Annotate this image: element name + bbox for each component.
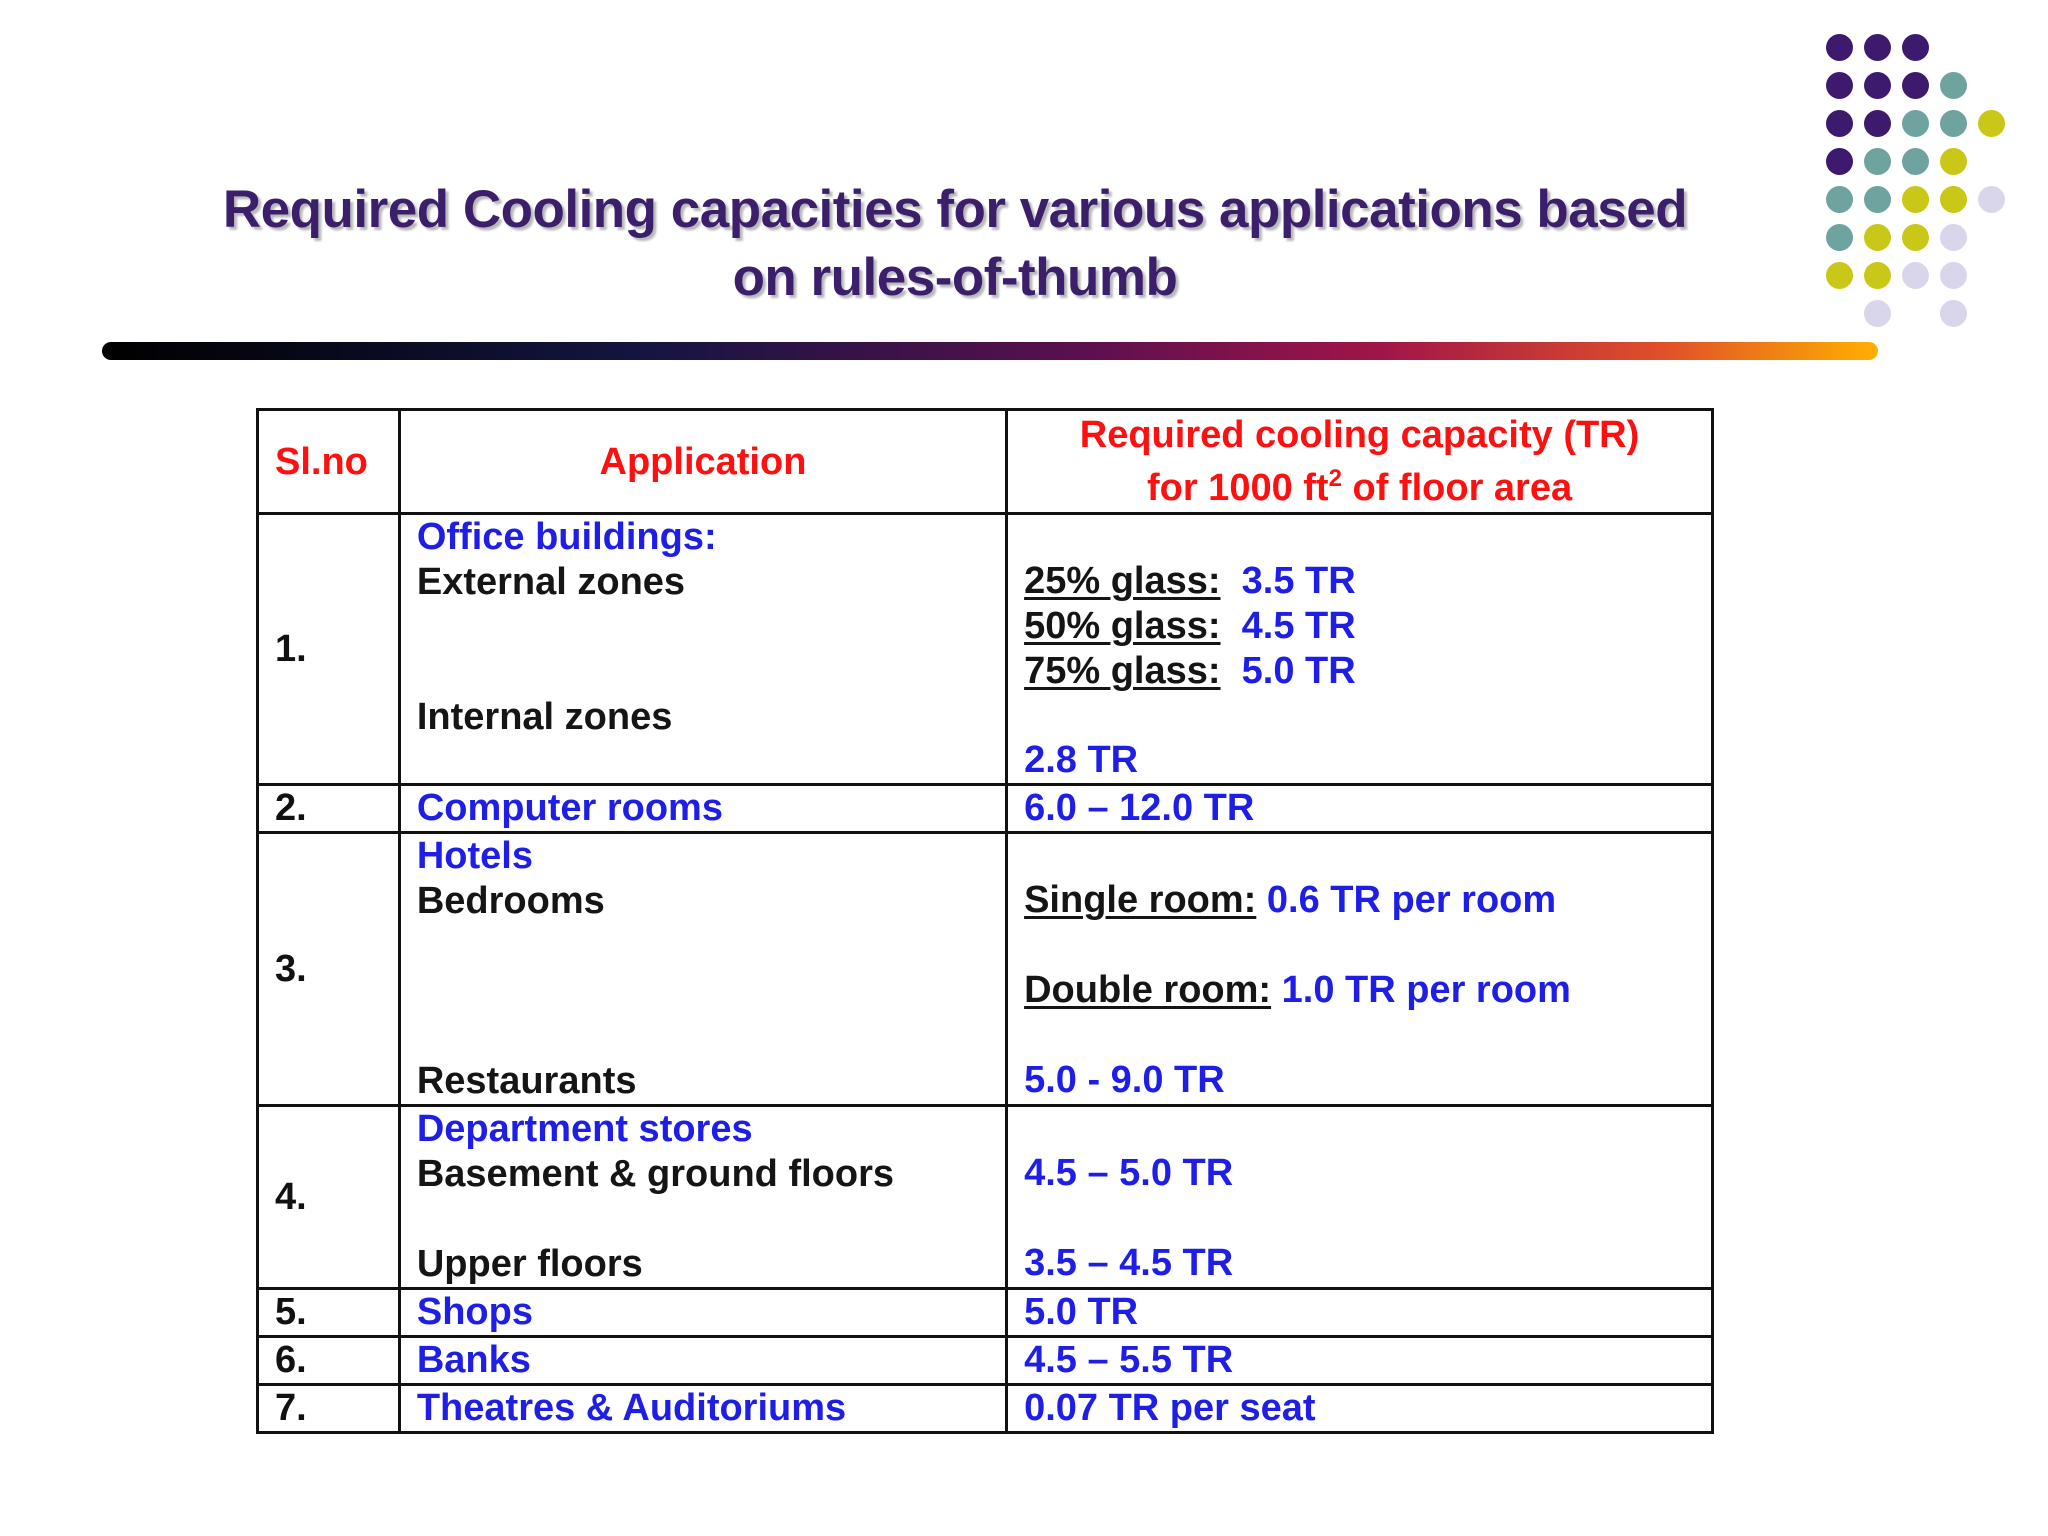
capacity-value: 4.5 TR <box>1241 605 1356 647</box>
decorative-dot <box>1826 262 1853 289</box>
row-slno: 6. <box>258 1337 400 1385</box>
capacity-label: Double room: <box>1024 969 1272 1011</box>
capacity-label: 50% glass: <box>1024 605 1221 647</box>
row-category: Banks <box>399 1337 1006 1385</box>
decorative-dot <box>1940 110 1967 137</box>
decorative-dot <box>1864 300 1891 327</box>
decorative-dot <box>1940 224 1967 251</box>
row-application <box>399 514 1006 785</box>
table-row <box>258 785 1713 833</box>
capacity-entry <box>1024 649 1695 694</box>
decorative-dot <box>1940 300 1967 327</box>
header-capacity-line-2 <box>1024 457 1695 510</box>
decorative-dot <box>1902 34 1929 61</box>
header-capacity <box>1007 410 1713 514</box>
decorative-dot <box>1826 186 1853 213</box>
row-slno: 1. <box>258 514 400 785</box>
row-category: Computer rooms <box>399 785 1006 833</box>
capacity-label: 25% glass: <box>1024 560 1221 602</box>
table-row <box>258 833 1713 1106</box>
cooling-capacity-table <box>256 408 1714 1434</box>
table-row <box>258 1289 1713 1337</box>
row-slno: 4. <box>258 1106 400 1289</box>
decorative-dot <box>1826 34 1853 61</box>
decorative-dot <box>1902 72 1929 99</box>
row-slno: 5. <box>258 1289 400 1337</box>
row-subcategory: Upper floors <box>416 1243 643 1285</box>
decorative-dot <box>1864 34 1891 61</box>
capacity-value: 5.0 TR <box>1241 650 1356 692</box>
decorative-dot <box>1902 224 1929 251</box>
capacity-value: 0.07 TR per seat <box>1007 1385 1713 1433</box>
decorative-dot <box>1864 186 1891 213</box>
row-capacity <box>1007 833 1713 1106</box>
decorative-dot <box>1978 110 2005 137</box>
decorative-dot <box>1902 186 1929 213</box>
row-category: Theatres & Auditoriums <box>399 1385 1006 1433</box>
row-category: Hotels <box>416 835 533 877</box>
header-application: Application <box>399 410 1006 514</box>
capacity-value: 3.5 – 4.5 TR <box>1024 1242 1234 1284</box>
table-row <box>258 1337 1713 1385</box>
row-subcategory: Restaurants <box>416 1060 637 1102</box>
table-row <box>258 514 1713 785</box>
header-capacity-line-2-pre: for 1000 ft <box>1146 467 1329 509</box>
decorative-dot <box>1826 224 1853 251</box>
capacity-value: 5.0 TR <box>1007 1289 1713 1337</box>
row-application <box>399 1106 1006 1289</box>
row-slno: 2. <box>258 785 400 833</box>
table-row <box>258 1385 1713 1433</box>
table-row <box>258 1106 1713 1289</box>
capacity-value: 5.0 - 9.0 TR <box>1024 1059 1225 1101</box>
header-capacity-line-2-post: of floor area <box>1341 467 1573 509</box>
capacity-entry <box>1024 559 1695 604</box>
capacity-value: 6.0 – 12.0 TR <box>1007 785 1713 833</box>
decorative-dot <box>1864 262 1891 289</box>
row-category: Department stores <box>416 1108 753 1150</box>
row-subcategory: Basement & ground floors <box>416 1153 894 1195</box>
capacity-value: 3.5 TR <box>1241 560 1356 602</box>
slide-title <box>110 176 1800 312</box>
header-slno: Sl.no <box>258 410 400 514</box>
header-capacity-line-1: Required cooling capacity (TR) <box>1079 414 1640 456</box>
header-capacity-superscript: 2 <box>1328 465 1342 492</box>
decorative-dot <box>1902 262 1929 289</box>
decorative-dot <box>1902 110 1929 137</box>
capacity-value: 0.6 TR per room <box>1266 879 1557 921</box>
capacity-value: 4.5 – 5.5 TR <box>1007 1337 1713 1385</box>
row-capacity <box>1007 514 1713 785</box>
title-gradient-rule <box>102 342 1878 360</box>
decorative-dot <box>1864 110 1891 137</box>
decorative-dot <box>1940 186 1967 213</box>
table-header-row <box>258 410 1713 514</box>
capacity-label: 75% glass: <box>1024 650 1221 692</box>
decorative-dot <box>1902 148 1929 175</box>
decorative-dot <box>1826 148 1853 175</box>
decorative-dot <box>1978 186 2005 213</box>
decorative-dot <box>1940 148 1967 175</box>
capacity-entry <box>1024 878 1695 923</box>
row-category: Office buildings: <box>416 516 717 558</box>
capacity-value: 2.8 TR <box>1024 739 1139 781</box>
capacity-label: Single room: <box>1024 879 1257 921</box>
row-slno: 3. <box>258 833 400 1106</box>
decorative-dot <box>1940 72 1967 99</box>
row-application <box>399 833 1006 1106</box>
row-capacity <box>1007 1106 1713 1289</box>
row-subcategory: Bedrooms <box>416 880 605 922</box>
slide-title-line-2: on rules-of-thumb <box>732 248 1178 307</box>
decorative-dot <box>1826 72 1853 99</box>
row-category: Shops <box>399 1289 1006 1337</box>
slide-title-line-1: Required Cooling capacities for various applications based <box>222 180 1688 239</box>
decorative-dot <box>1940 262 1967 289</box>
decorative-dot <box>1826 110 1853 137</box>
decorative-dot <box>1864 224 1891 251</box>
capacity-entry <box>1024 968 1695 1013</box>
capacity-value: 4.5 – 5.0 TR <box>1024 1152 1234 1194</box>
row-slno: 7. <box>258 1385 400 1433</box>
capacity-entry <box>1024 604 1695 649</box>
row-subcategory: External zones <box>416 561 686 603</box>
row-subcategory: Internal zones <box>416 696 673 738</box>
capacity-value: 1.0 TR per room <box>1281 969 1571 1011</box>
decorative-dot <box>1864 148 1891 175</box>
decorative-dot <box>1864 72 1891 99</box>
